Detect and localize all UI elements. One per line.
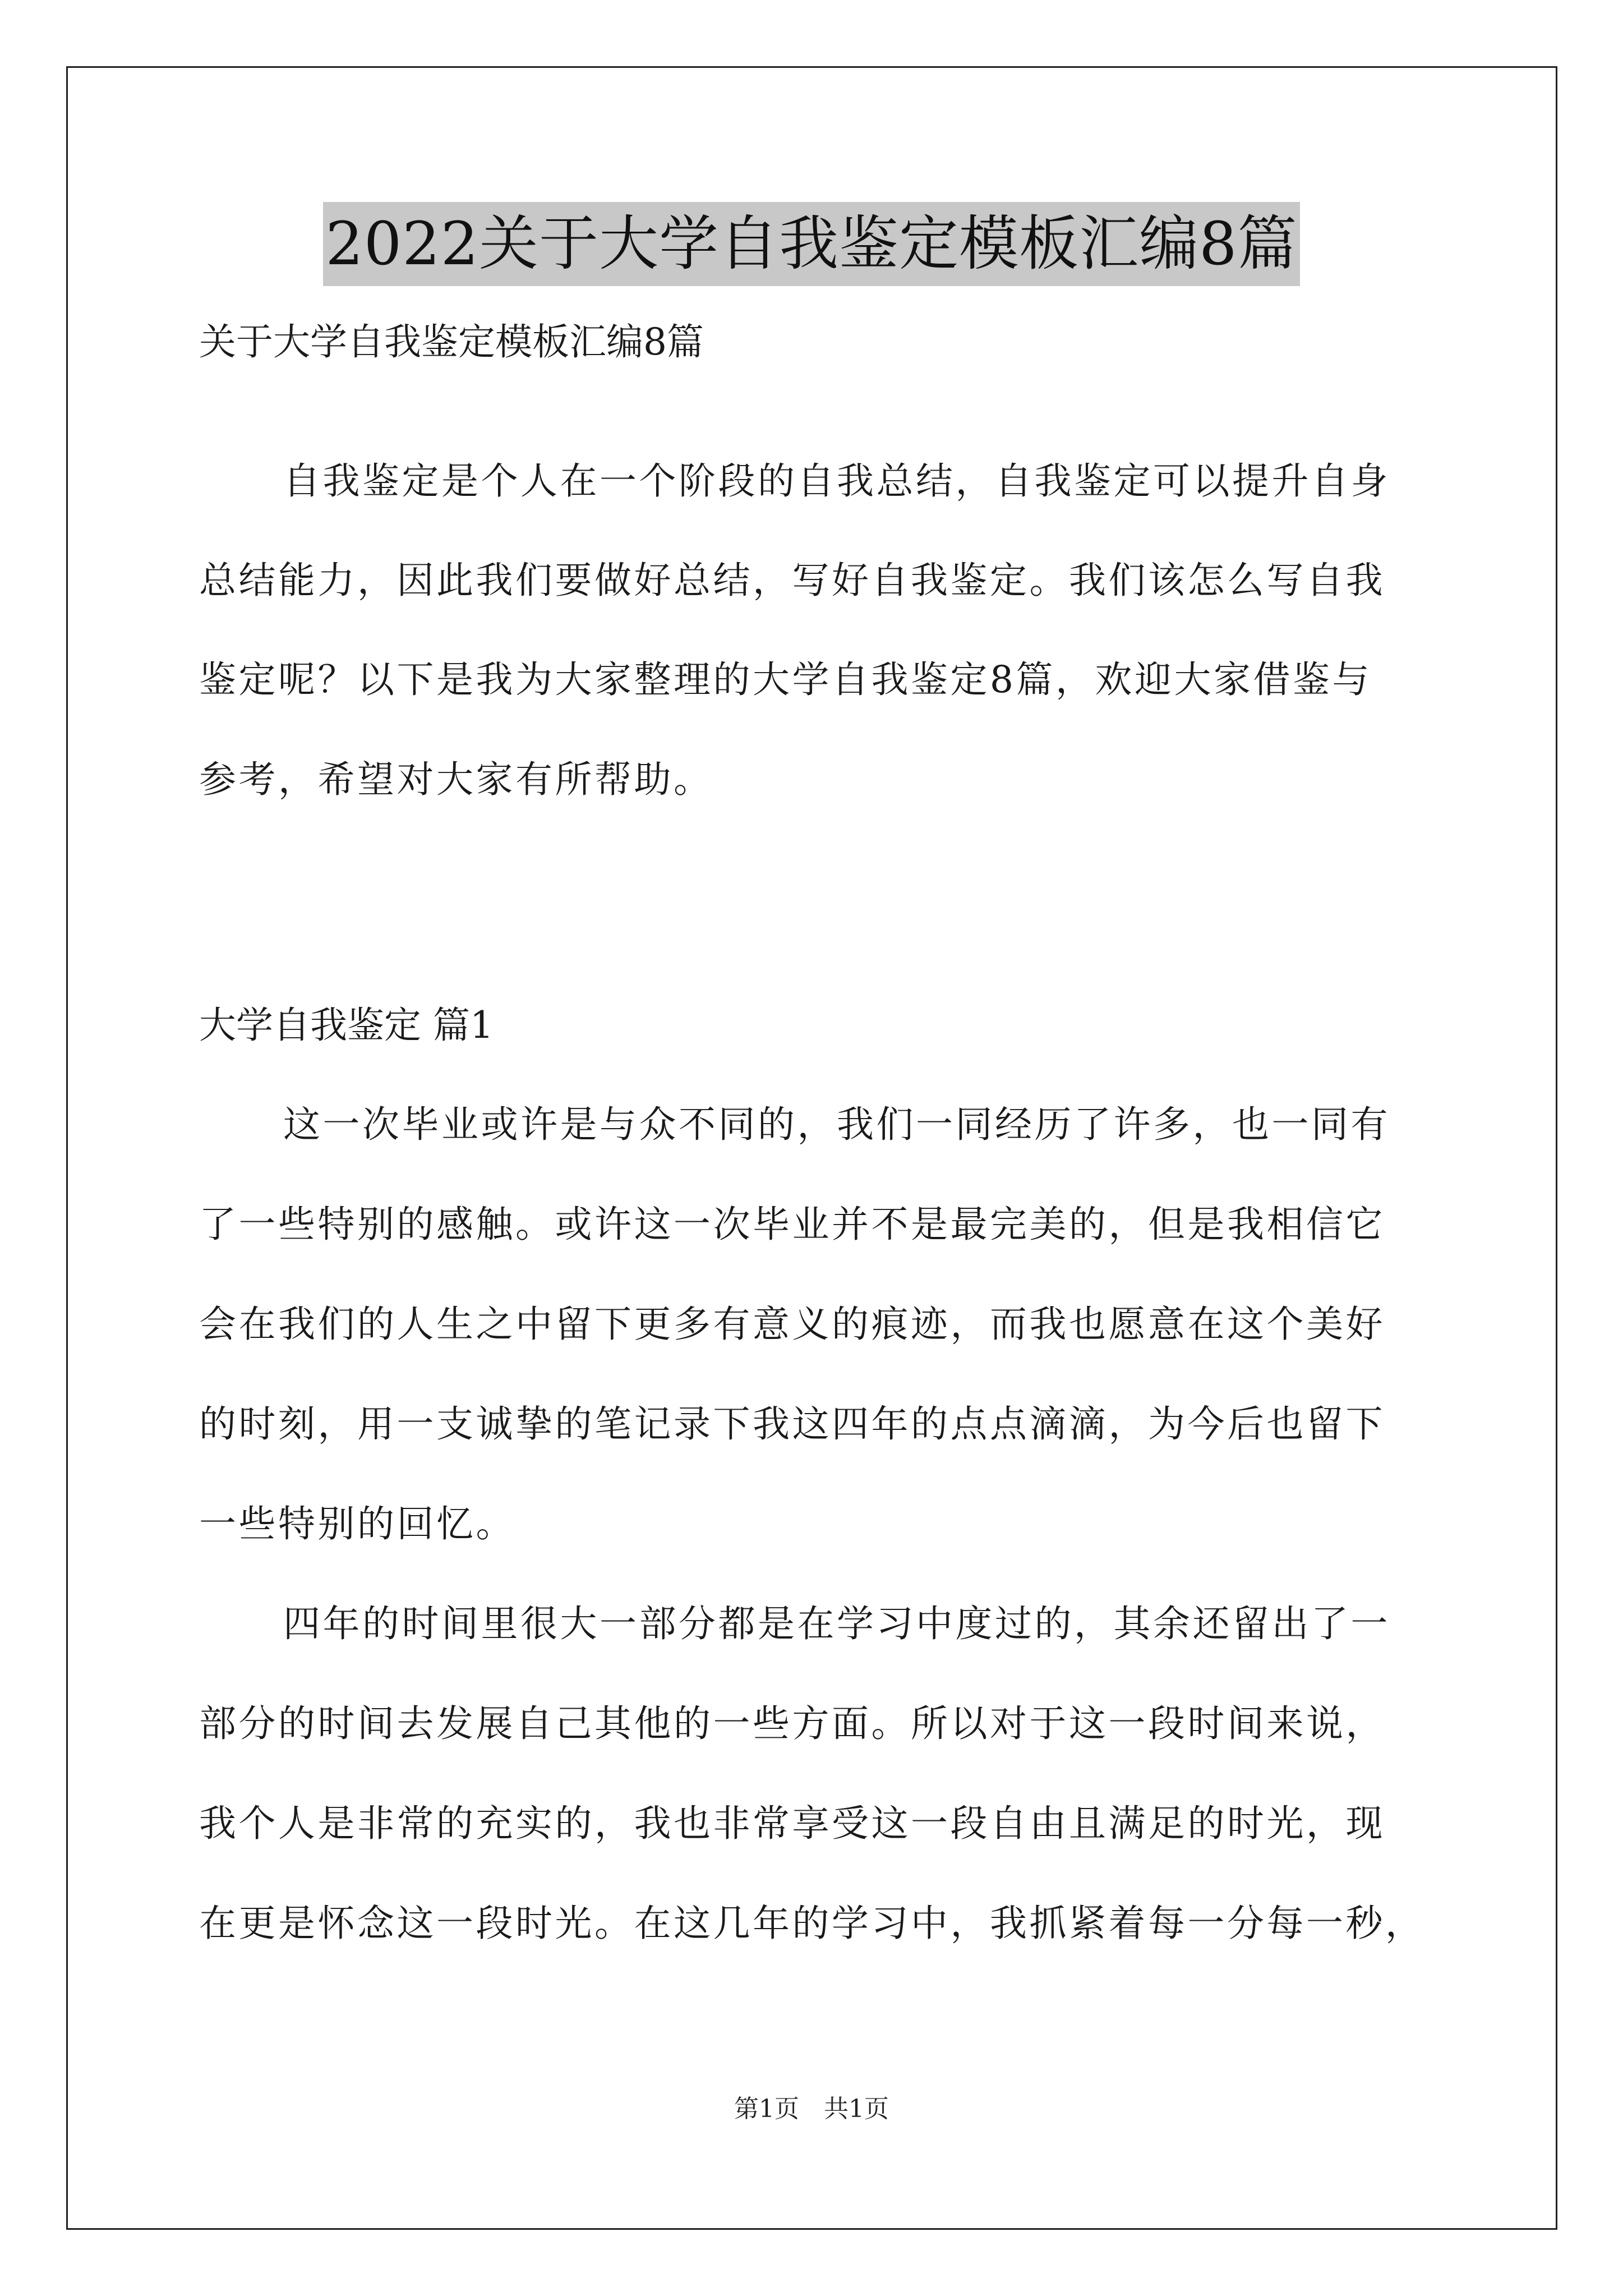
title-container bbox=[0, 202, 1623, 286]
para1-line-5: 一些特别的回忆。 bbox=[199, 1502, 515, 1545]
intro-line-3: 鉴定呢？以下是我为大家整理的大学自我鉴定8篇，欢迎大家借鉴与 bbox=[199, 658, 1372, 701]
para2-line-3: 我个人是非常的充实的，我也非常享受这一段自由且满足的时光，现 bbox=[199, 1802, 1385, 1845]
section-heading: 大学自我鉴定 篇1 bbox=[199, 1004, 494, 1047]
para1-line-4: 的时刻，用一支诚挚的笔记录下我这四年的点点滴滴，为今后也留下 bbox=[199, 1402, 1385, 1446]
intro-line-4: 参考，希望对大家有所帮助。 bbox=[199, 758, 713, 801]
para1-line-3: 会在我们的人生之中留下更多有意义的痕迹，而我也愿意在这个美好 bbox=[199, 1303, 1385, 1346]
document-title: 2022关于大学自我鉴定模板汇编8篇 bbox=[323, 202, 1299, 286]
intro-line-2: 总结能力，因此我们要做好总结，写好自我鉴定。我们该怎么写自我 bbox=[199, 559, 1385, 602]
intro-line-1: 自我鉴定是个人在一个阶段的自我总结，自我鉴定可以提升自身 bbox=[283, 459, 1390, 503]
document-subtitle: 关于大学自我鉴定模板汇编8篇 bbox=[199, 320, 704, 364]
para2-line-1: 四年的时间里很大一部分都是在学习中度过的，其余还留出了一 bbox=[283, 1602, 1390, 1645]
page-footer: 第1页 共1页 bbox=[734, 2095, 889, 2123]
para1-line-1: 这一次毕业或许是与众不同的，我们一同经历了许多，也一同有 bbox=[283, 1103, 1390, 1146]
para2-line-2: 部分的时间去发展自己其他的一些方面。所以对于这一段时间来说， bbox=[199, 1702, 1385, 1745]
para2-line-4: 在更是怀念这一段时光。在这几年的学习中，我抓紧着每一分每一秒， bbox=[199, 1902, 1425, 1945]
para1-line-2: 了一些特别的感触。或许这一次毕业并不是最完美的，但是我相信它 bbox=[199, 1203, 1385, 1246]
